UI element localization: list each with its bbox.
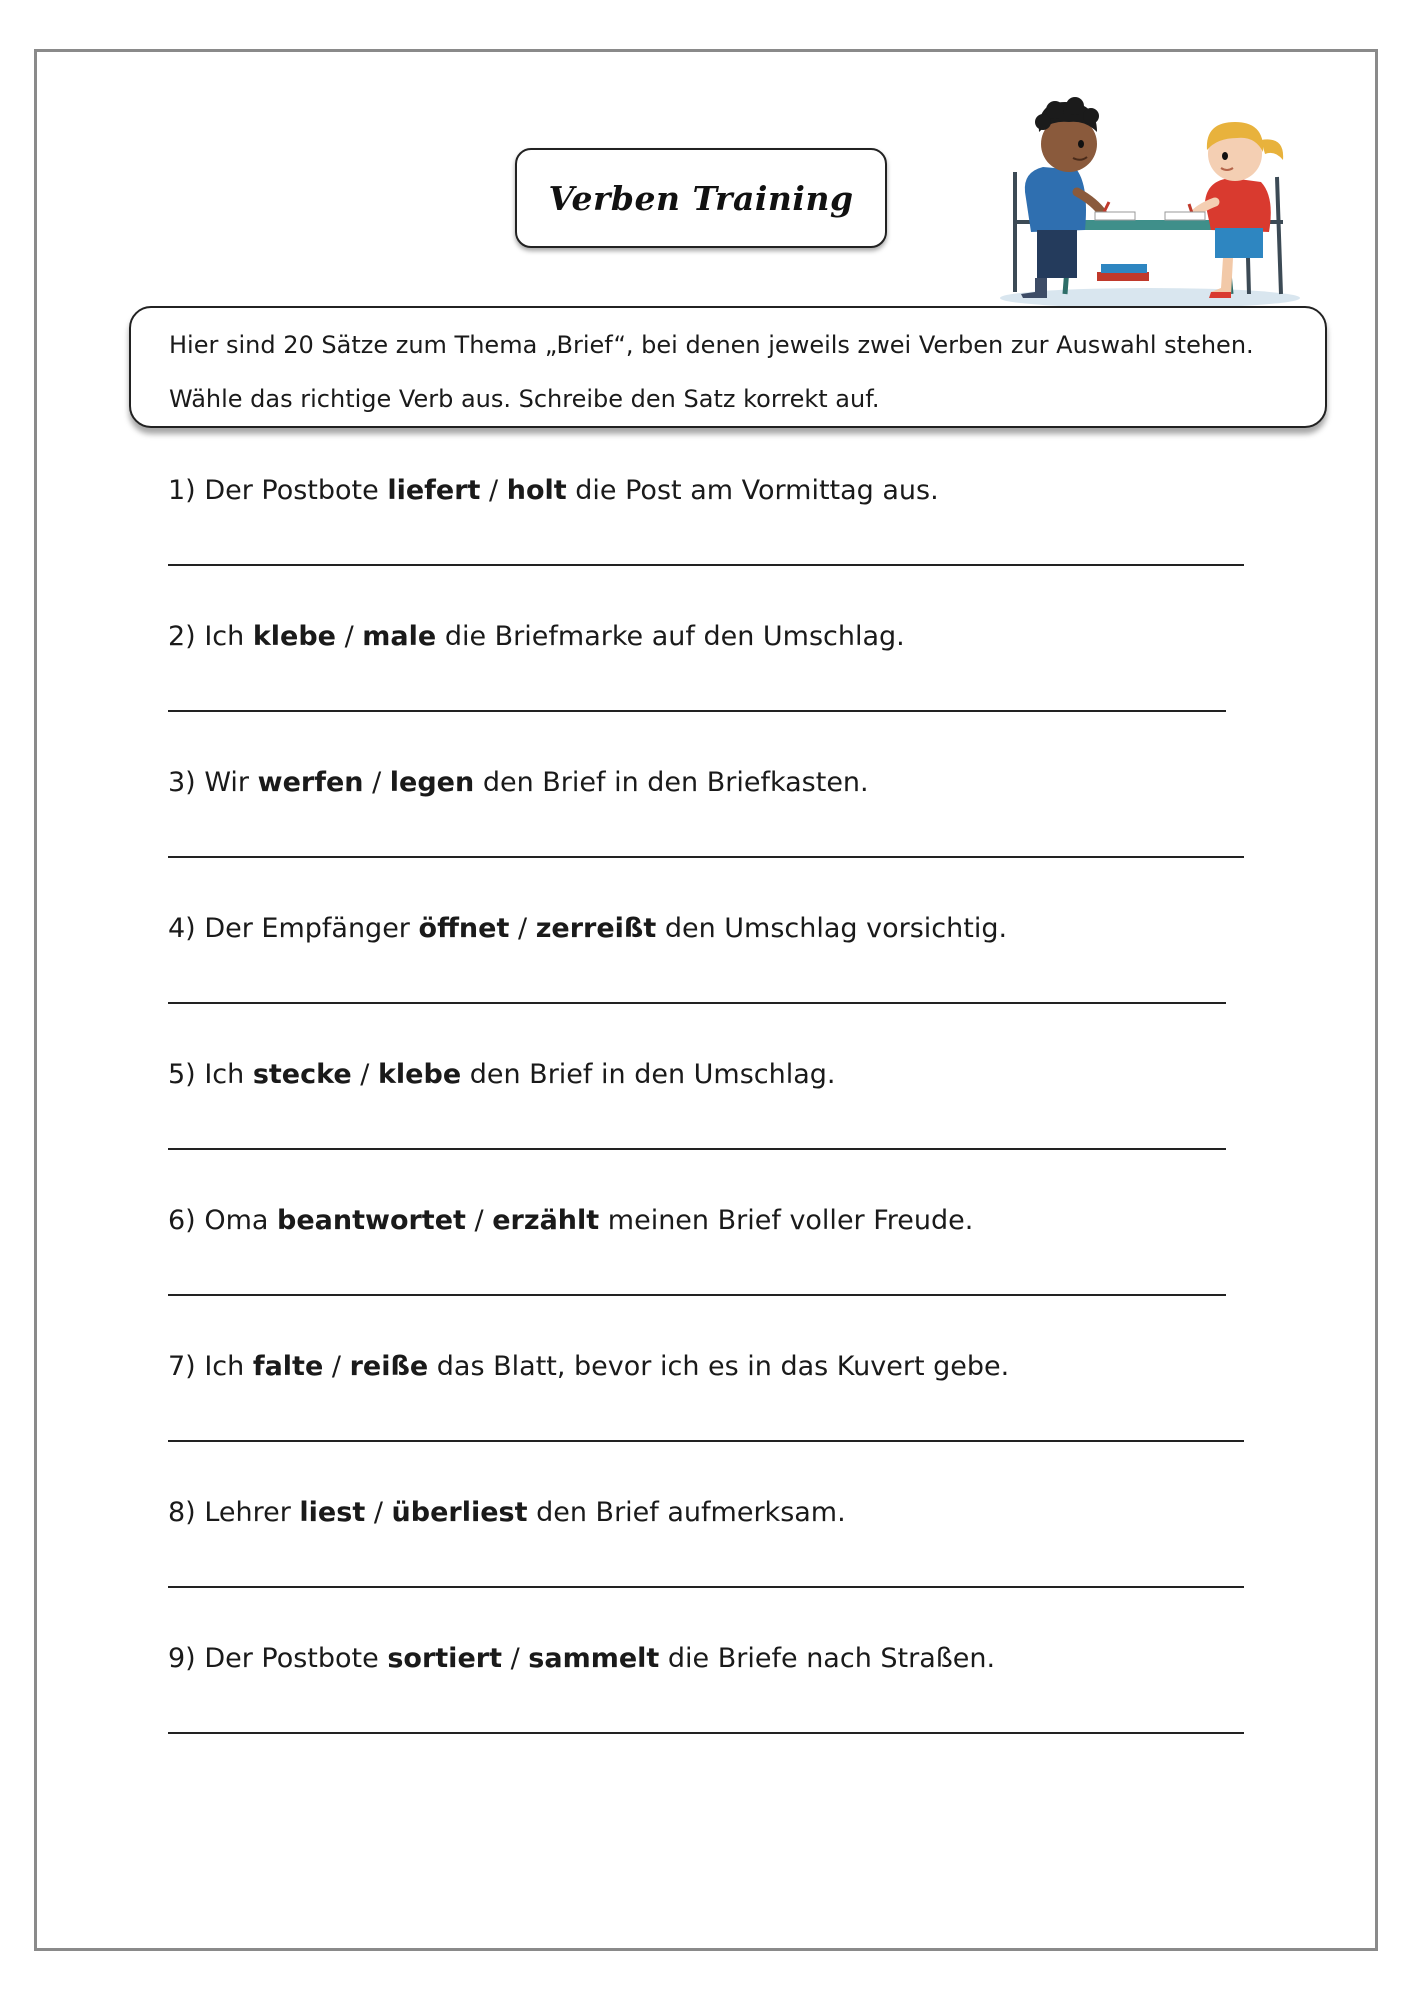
answer-line[interactable] bbox=[168, 1294, 1226, 1296]
verb-option: legen bbox=[389, 767, 475, 798]
exercise-item bbox=[168, 1642, 1248, 1676]
answer-line[interactable] bbox=[168, 564, 1244, 566]
exercise-item bbox=[168, 1058, 1248, 1092]
verb-option: klebe bbox=[377, 1059, 462, 1090]
answer-line[interactable] bbox=[168, 1148, 1226, 1150]
exercise-sentence: 1) Der Postbote liefert / holt die Post am Vormittag aus. bbox=[168, 475, 939, 506]
page-title: Verben Training bbox=[548, 178, 854, 218]
exercise-item bbox=[168, 766, 1248, 800]
title-box bbox=[515, 148, 887, 248]
exercise-item bbox=[168, 1496, 1248, 1530]
children-writing-illustration bbox=[985, 62, 1315, 312]
verb-option: holt bbox=[506, 475, 567, 506]
exercise-item bbox=[168, 912, 1248, 946]
boy-figure bbox=[1021, 97, 1109, 298]
girl-figure bbox=[1189, 122, 1283, 298]
exercise-sentence: 4) Der Empfänger öffnet / zerreißt den Umschlag vorsichtig. bbox=[168, 913, 1008, 944]
exercise-item bbox=[168, 1204, 1248, 1238]
exercise-item bbox=[168, 1350, 1248, 1384]
instruction-line: Hier sind 20 Sätze zum Thema „Brief“, bei denen jeweils zwei Verben zur Auswahl stehen. bbox=[169, 331, 1254, 359]
exercise-sentence: 3) Wir werfen / legen den Brief in den Briefkasten. bbox=[168, 767, 869, 798]
answer-line[interactable] bbox=[168, 1002, 1226, 1004]
verb-option: sammelt bbox=[528, 1643, 660, 1674]
answer-line[interactable] bbox=[168, 1732, 1244, 1734]
verb-option: sortiert bbox=[387, 1643, 502, 1674]
answer-line[interactable] bbox=[168, 856, 1244, 858]
instruction-line: Wähle das richtige Verb aus. Schreibe den Satz korrekt auf. bbox=[169, 385, 880, 413]
verb-option: liest bbox=[299, 1497, 366, 1528]
verb-option: falte bbox=[252, 1351, 324, 1382]
exercise-sentence: 9) Der Postbote sortiert / sammelt die Briefe nach Straßen. bbox=[168, 1643, 996, 1674]
verb-option: stecke bbox=[252, 1059, 352, 1090]
verb-option: werfen bbox=[257, 767, 364, 798]
exercise-sentence: 8) Lehrer liest / überliest den Brief aufmerksam. bbox=[168, 1497, 846, 1528]
verb-option: zerreißt bbox=[535, 913, 657, 944]
verb-option: überliest bbox=[391, 1497, 528, 1528]
exercise-item bbox=[168, 474, 1248, 508]
exercise-sentence: 7) Ich falte / reiße das Blatt, bevor ich es in das Kuvert gebe. bbox=[168, 1351, 1010, 1382]
verb-option: male bbox=[362, 621, 437, 652]
instructions-box bbox=[129, 306, 1327, 428]
exercise-sentence: 2) Ich klebe / male die Briefmarke auf den Umschlag. bbox=[168, 621, 905, 652]
exercise-sentence: 6) Oma beantwortet / erzählt meinen Brief voller Freude. bbox=[168, 1205, 974, 1236]
verb-option: klebe bbox=[252, 621, 336, 652]
exercise-sentence: 5) Ich stecke / klebe den Brief in den Umschlag. bbox=[168, 1059, 836, 1090]
answer-line[interactable] bbox=[168, 1440, 1244, 1442]
exercise-item bbox=[168, 620, 1248, 654]
verb-option: beantwortet bbox=[277, 1205, 466, 1236]
verb-option: öffnet bbox=[418, 913, 510, 944]
verb-option: liefert bbox=[387, 475, 481, 506]
answer-line[interactable] bbox=[168, 710, 1226, 712]
verb-option: erzählt bbox=[492, 1205, 600, 1236]
verb-option: reiße bbox=[349, 1351, 429, 1382]
answer-line[interactable] bbox=[168, 1586, 1244, 1588]
